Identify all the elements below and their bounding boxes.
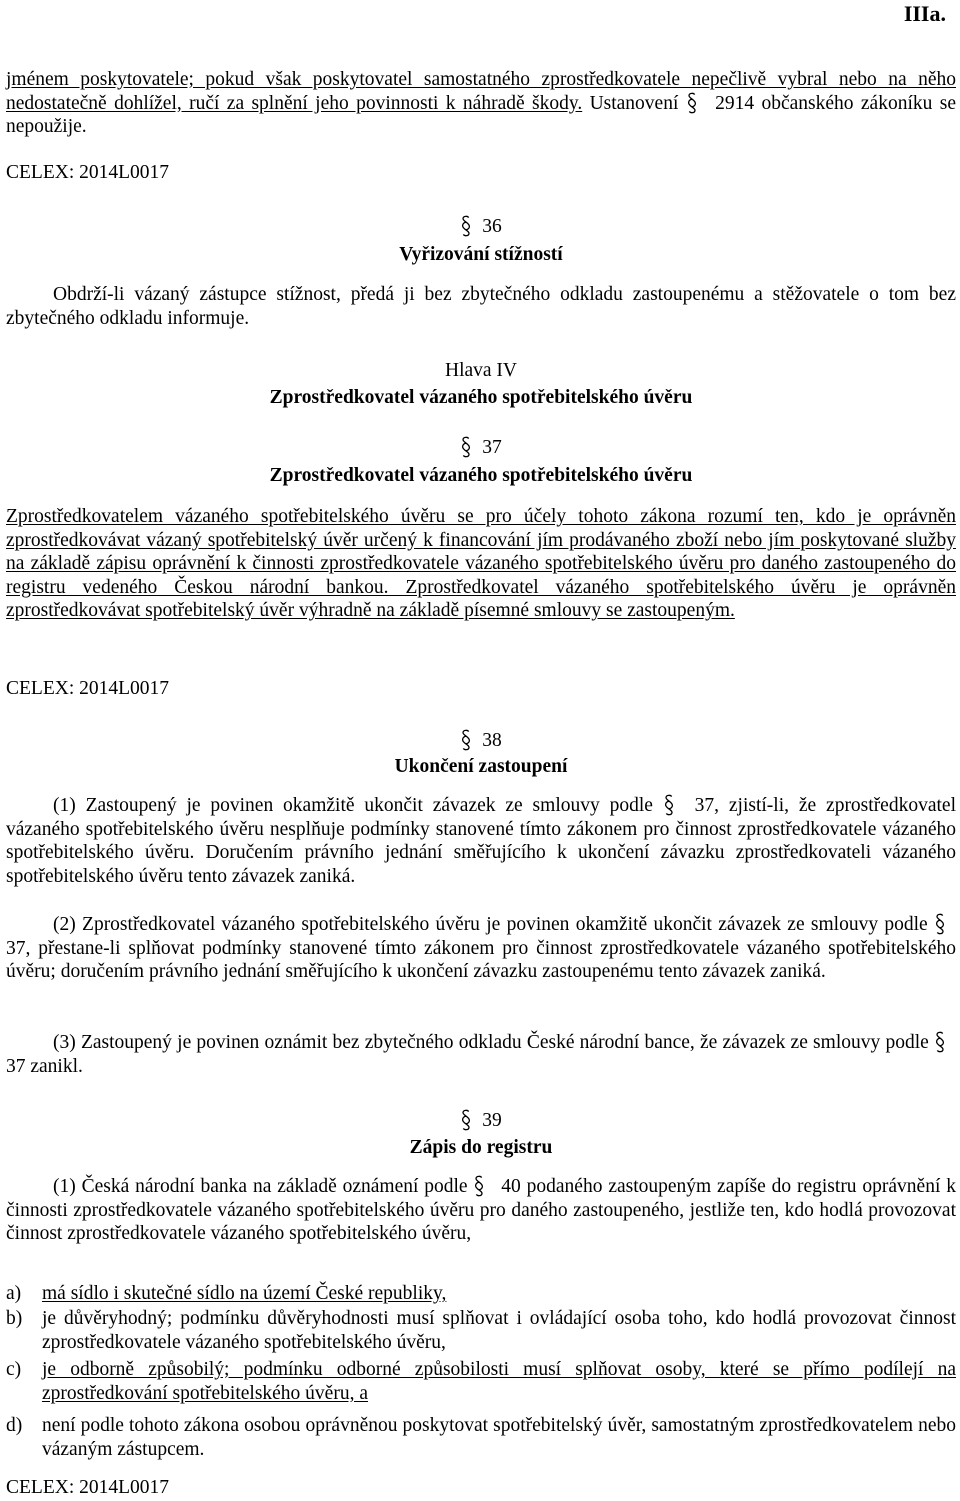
section-sign-icon [934,1031,946,1053]
section-number: 36 [482,216,502,237]
paragraph-text: (3) Zastoupený je povinen oznámit bez zbytečného odkladu České národní bance, že závazek ze smlouvy podle [53,1032,934,1053]
section-37-heading [6,436,956,460]
list-item-text: je odborně způsobilý; podmínku odborné způsobilosti musí splňovat osoby, které se přímo podílejí na zprostředkování spotřebitelského úvěru, a [42,1359,956,1404]
paragraph-text: 37, zjistí-li, že zprostředkovatel vázaného spotřebitelského úvěru nesplňuje podmínky stanovené tímto zákonem pro činnost zprostředkovatele vázaného spotřebitelského úvěru. Doručením právního jednání směřujícího k ukončení závazku zprostředkovateli vázaného spotřebitelského úvěru tento závazek zaniká. [6,795,956,887]
list-item-label: c) [6,1359,22,1380]
section-38-heading [6,729,956,753]
section-number: 38 [482,730,502,751]
list-item-label: d) [6,1415,23,1436]
section-38-paragraph-3 [6,1031,956,1078]
list-item [6,1414,956,1461]
celex-reference: CELEX: 2014L0017 [6,1477,170,1498]
celex-reference: CELEX: 2014L0017 [6,678,170,699]
part-label: Hlava IV [444,360,517,381]
section-38-paragraph-1 [6,794,956,888]
section-number: 37 [482,437,502,458]
section-sign-icon [460,1109,472,1131]
section-36-heading [6,215,956,239]
paragraph-text: 37, přestane-li splňovat podmínky stanovené tímto zákonem pro činnost zprostředkovatele vázaného spotřebitelského úvěru; doručením právního jednání směřujícího k ukončení závazku zastoupenému tento závazek zaniká. [6,937,956,982]
section-sign-icon [460,215,472,237]
list-item-text: není podle tohoto zákona osobou oprávněnou poskytovat spotřebitelský úvěr, samostatným zprostředkovatelem nebo vázaným zástupcem. [42,1415,956,1460]
section-sign-icon [460,729,472,751]
section-sign-icon [934,913,946,935]
section-38-paragraph-2 [6,913,956,984]
paragraph-text: 37 zanikl. [6,1055,83,1077]
intro-text-2: Ustanovení [582,92,686,114]
intro-paragraph [6,68,956,139]
section-39-title: Zápis do registru [409,1137,553,1158]
section-39-paragraph-1 [6,1175,956,1246]
section-number: 39 [482,1110,502,1131]
section-36-text: Obdrží-li vázaný zástupce stížnost, předá ji bez zbytečného odkladu zastoupenému a stěžovatele o tom bez zbytečného odkladu informuje. [6,284,956,329]
list-item-label: b) [6,1308,23,1329]
section-37-text: Zprostředkovatelem vázaného spotřebitelského úvěru se pro účely tohoto zákona rozumí ten, kdo je oprávněn zprostředkovávat vázaný spotřebitelský úvěr určený k financování jím prodávaného zboží nebo jím poskytované služby na základě zápisu oprávnění k činnosti zprostředkovatele vázaného spotřebitelského úvěru pro daného zastoupeného do registru vedeného Českou národní bankou. Zprostředkovatel vázaného spotřebitelského úvěru je oprávněn zprostředkovávat spotřebitelský úvěr výhradně na základě písemné smlouvy se zastoupeným. [6,506,956,621]
celex-reference: CELEX: 2014L0017 [6,162,170,183]
page-mark: IIIa. [903,1,946,26]
section-37-title: Zprostředkovatel vázaného spotřebitelského úvěru [269,465,693,486]
paragraph-text: (1) Česká národní banka na základě oznámení podle [53,1176,474,1197]
paragraph-text: (2) Zprostředkovatel vázaného spotřebitelského úvěru je povinen okamžitě ukončit závazek ze smlouvy podle [53,914,934,935]
section-sign-icon [663,794,675,816]
list-item [6,1282,956,1306]
section-sign-icon [460,436,472,458]
section-sign-icon [473,1175,485,1197]
list-item-text: má sídlo i skutečné sídlo na území České republiky, [42,1283,447,1304]
part-title: Zprostředkovatel vázaného spotřebitelského úvěru [269,387,693,408]
section-sign-icon [686,92,698,114]
paragraph-text: (1) Zastoupený je povinen okamžitě ukončit závazek ze smlouvy podle [53,795,663,816]
intro-text-underlined: jménem poskytovatele; pokud však poskytovatel samostatného zprostředkovatele nepečlivě vybral nebo na něho nedostatečně dohlížel, ručí za splnění jeho povinnosti k náhradě škody. [6,69,956,114]
section-39-heading [6,1109,956,1133]
section-38-title: Ukončení zastoupení [394,756,568,777]
list-item [6,1358,956,1405]
list-item-label: a) [6,1283,22,1304]
section-36-title: Vyřizování stížností [399,244,563,265]
intro-text-3: 2914 občanského zákoníku se nepoužije. [6,92,956,137]
list-item [6,1307,956,1354]
list-item-text: je důvěryhodný; podmínku důvěryhodnosti musí splňovat i ovládající osoba toho, kdo hodlá provozovat činnost zprostředkovatele vázaného spotřebitelského úvěru, [42,1308,956,1353]
paragraph-text: 40 podaného zastoupeným zapíše do registru oprávnění k činnosti zprostředkovatele vázaného spotřebitelského úvěru pro daného zastoupeného, jestliže ten, kdo hodlá provozovat činnost zprostředkovatele vázaného spotřebitelského úvěru, [6,1176,956,1244]
